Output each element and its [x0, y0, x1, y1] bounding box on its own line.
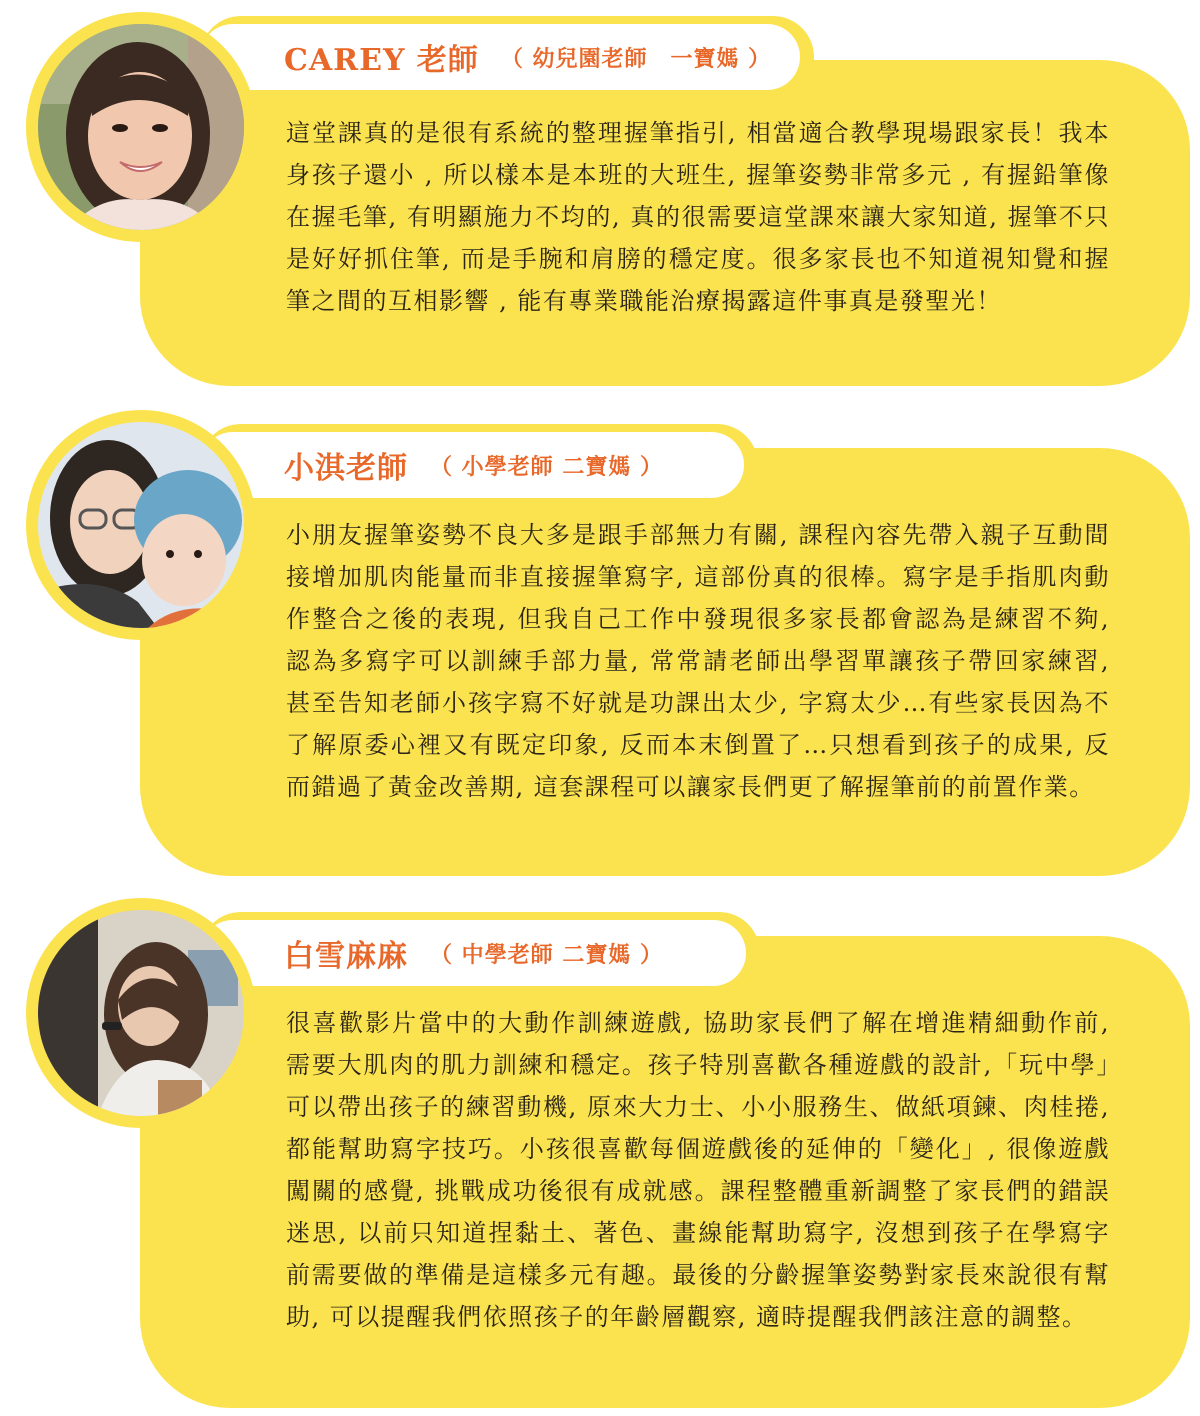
testimonial-quote: 小朋友握筆姿勢不良大多是跟手部無力有關, 課程內容先帶入親子互動間接增加肌肉能量而非直接握筆寫字, 這部份真的很棒。寫字是手指肌肉動作整合之後的表現, 但我自己工作中發現很多家長都會認為是練習不夠, 認為多寫字可以訓練手部力量, 常常請老師出學習單讓孩子帶回家練習, 甚至告知老師小孩字寫不好就是功課出太少, 字寫太少…有些家長因為不了解原委心裡又有既定印象, 反而本末倒置了…只想看到孩子的成果, 反而錯過了黃金改善期, 這套課程可以讓家長們更了解握筆前的前置作業。 — [286, 521, 1110, 801]
teacher-role: （ 中學老師 二寶媽 ） — [430, 941, 663, 968]
mother-and-child-photo — [38, 422, 244, 628]
woman-portrait-photo — [38, 24, 244, 230]
testimonial-bubble — [140, 60, 1190, 386]
woman-speaking-microphone-photo — [38, 910, 244, 1116]
teacher-name-pill — [200, 16, 814, 98]
testimonial-bubble — [140, 448, 1190, 876]
teacher-name: CAREY 老師 — [284, 43, 479, 78]
testimonial-quote: 這堂課真的是很有系統的整理握筆指引, 相當適合教學現場跟家長！我本身孩子還小 , 所以樣本是本班的大班生, 握筆姿勢非常多元 , 有握鉛筆像在握毛筆, 有明顯施力不均的, 真的很需要這堂課來讓大家知道, 握筆不只是好好抓住筆, 而是手腕和肩膀的穩定度。很多家長也不知道視知覺和握筆之間的互相影響 , 能有專業職能治療揭露這件事真是發聖光！ — [286, 119, 1110, 315]
avatar-ring — [26, 12, 256, 242]
testimonial-bubble — [140, 936, 1190, 1408]
teacher-name-pill — [200, 912, 760, 994]
teacher-name-pill — [200, 424, 758, 506]
testimonial-quote: 很喜歡影片當中的大動作訓練遊戲, 協助家長們了解在增進精細動作前, 需要大肌肉的肌力訓練和穩定。孩子特別喜歡各種遊戲的設計,「玩中學」可以帶出孩子的練習動機, 原來大力士、小小服務生、做紙項鍊、肉桂捲, 都能幫助寫字技巧。小孩很喜歡每個遊戲後的延伸的「變化」, 很像遊戲闖關的感覺, 挑戰成功後很有成就感。課程整體重新調整了家長們的錯誤迷思, 以前只知道捏黏土、著色、畫線能幫助寫字, 沒想到孩子在學寫字前需要做的準備是這樣多元有趣。最後的分齡握筆姿勢對家長來說很有幫助, 可以提醒我們依照孩子的年齡層觀察, 適時提醒我們該注意的調整。 — [286, 1009, 1110, 1331]
teacher-name: 白雪麻麻 — [284, 939, 408, 974]
teacher-name: 小淇老師 — [284, 451, 408, 486]
teacher-role: （ 小學老師 二寶媽 ） — [430, 453, 663, 480]
avatar-ring — [26, 898, 256, 1128]
teacher-role: （ 幼兒園老師 一寶媽 ） — [500, 45, 772, 72]
avatar-ring — [26, 410, 256, 640]
